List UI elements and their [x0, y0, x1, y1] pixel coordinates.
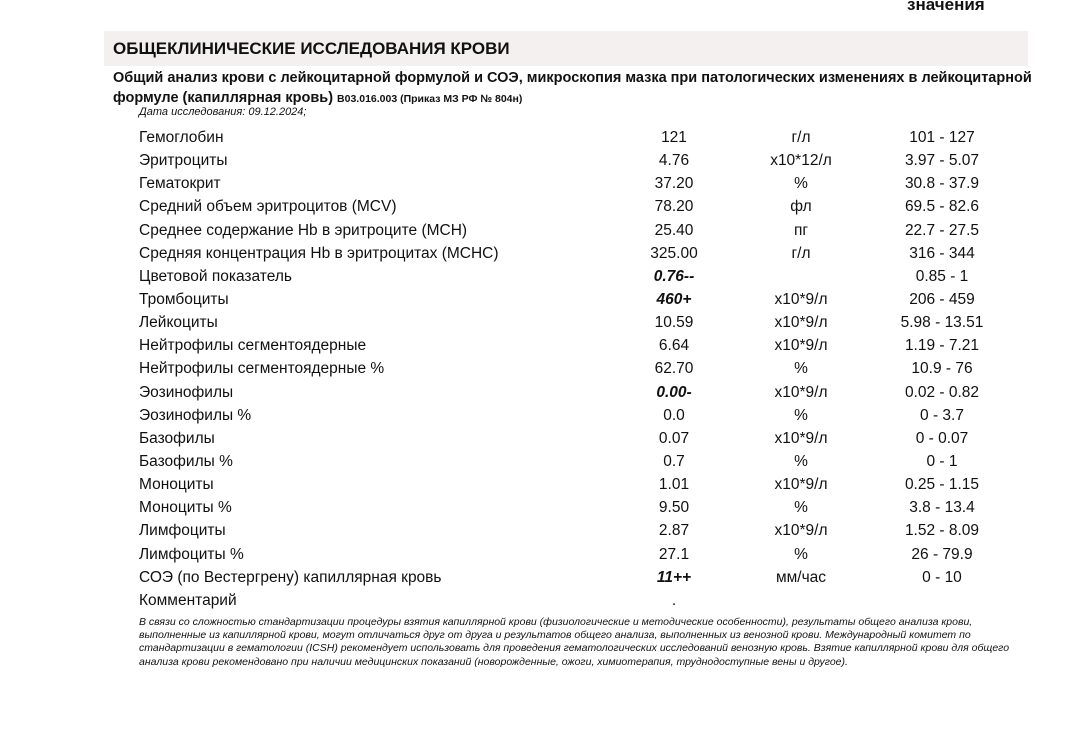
- row-reference-range: 0 - 3.7: [920, 406, 964, 424]
- table-row: [139, 334, 1019, 357]
- row-unit: фл: [790, 198, 812, 216]
- row-unit: x10*9/л: [774, 290, 828, 308]
- table-row: [139, 589, 1019, 612]
- row-name: Моноциты: [139, 476, 214, 494]
- row-value: 6.64: [658, 337, 690, 355]
- table-row: [139, 427, 1019, 450]
- row-name: Цветовой показатель: [139, 267, 292, 285]
- row-unit: x10*9/л: [774, 522, 828, 540]
- row-value: 27.1: [658, 545, 690, 563]
- row-reference-range: 0.02 - 0.82: [904, 383, 980, 401]
- row-unit: %: [794, 452, 808, 470]
- row-reference-range: 26 - 79.9: [911, 545, 973, 563]
- row-reference-range: 3.97 - 5.07: [904, 152, 980, 170]
- row-unit: %: [794, 175, 808, 193]
- row-reference-range: 1.52 - 8.09: [904, 522, 980, 540]
- row-reference-range: 0.85 - 1: [915, 267, 969, 285]
- row-unit: г/л: [791, 244, 811, 262]
- row-unit: %: [794, 406, 808, 424]
- row-reference-range: 30.8 - 37.9: [904, 175, 980, 193]
- row-value: 37.20: [654, 175, 694, 193]
- row-name: Эозинофилы: [139, 383, 234, 401]
- row-value: 0.0: [663, 406, 685, 424]
- test-title: [113, 68, 1033, 109]
- study-date: Дата исследования: 09.12.2024;: [139, 106, 307, 118]
- row-reference-range: 0.25 - 1.15: [904, 476, 980, 494]
- row-reference-range: 69.5 - 82.6: [904, 198, 980, 216]
- row-unit: x10*12/л: [770, 152, 832, 170]
- row-reference-range: 0 - 0.07: [915, 429, 969, 447]
- row-reference-range: 10.9 - 76: [911, 360, 973, 378]
- table-row: [139, 381, 1019, 404]
- table-row: [139, 149, 1019, 172]
- row-name: Средний объем эритроцитов (MCV): [139, 198, 397, 216]
- table-row: [139, 311, 1019, 334]
- row-value: 25.40: [654, 221, 694, 239]
- row-name: Нейтрофилы сегментоядерные: [139, 337, 367, 355]
- row-value: 11++: [656, 568, 692, 586]
- row-value: 10.59: [654, 314, 694, 332]
- test-code: B03.016.003 (Приказ МЗ РФ № 804н): [337, 93, 523, 105]
- row-name: Гемоглобин: [139, 129, 224, 146]
- row-name: Гематокрит: [139, 175, 221, 193]
- row-reference-range: 0 - 10: [922, 568, 962, 586]
- results-table: [139, 126, 1019, 612]
- row-value: 4.76: [658, 152, 690, 170]
- row-name: Базофилы: [139, 429, 215, 447]
- row-value: 460+: [656, 290, 692, 308]
- section-title: ОБЩЕКЛИНИЧЕСКИЕ ИССЛЕДОВАНИЯ КРОВИ: [113, 39, 510, 58]
- table-row: [139, 519, 1019, 542]
- row-name: Среднее содержание Hb в эритроците (MCH): [139, 221, 468, 239]
- row-reference-range: 1.19 - 7.21: [904, 337, 980, 355]
- row-name: Нейтрофилы сегментоядерные %: [139, 360, 385, 378]
- row-unit: x10*9/л: [774, 383, 828, 401]
- row-unit: x10*9/л: [774, 314, 828, 332]
- table-row: [139, 265, 1019, 288]
- row-value: 0.00-: [656, 383, 692, 401]
- row-value: 325.00: [650, 244, 698, 262]
- table-row: [139, 566, 1019, 589]
- row-name: Эозинофилы %: [139, 406, 252, 424]
- row-name: Лейкоциты: [139, 314, 218, 332]
- row-name: Средняя концентрация Hb в эритроцитах (MCHC): [139, 244, 499, 262]
- row-value: 0.7: [663, 452, 685, 470]
- row-reference-range: 3.8 - 13.4: [909, 499, 975, 517]
- row-unit: %: [794, 499, 808, 517]
- table-row: [139, 357, 1019, 380]
- row-unit: x10*9/л: [774, 476, 828, 494]
- row-value: 9.50: [658, 499, 690, 517]
- row-reference-range: 101 - 127: [909, 129, 975, 146]
- footnote: В связи со сложностью стандартизации процедуры взятия капиллярной крови (физиологические и методические особенности), результаты общего анализа крови, выполненные из капиллярной крови, могут отличаться друг от друга и результатов общего анализа, выполненных из венозной крови. Международный комитет по стандартизации в гематологии (ICSH) рекомендует использовать для проведения гематологических исследований венозную кровь. Взятие капиллярной крови для общего анализа крови рекомендовано при наличии медицинских показаний (новорожденные, ожоги, химиотерапия, труднодоступные вены и другое).: [139, 616, 1010, 668]
- table-row: [139, 126, 1019, 149]
- test-title-text: Общий анализ крови с лейкоцитарной формулой и СОЭ, микроскопия мазка при патологических изменениях в лейкоцитарной формуле (капиллярная кровь): [113, 70, 1032, 106]
- row-reference-range: 5.98 - 13.51: [900, 314, 984, 332]
- table-row: [139, 288, 1019, 311]
- row-value: 0.07: [658, 429, 690, 447]
- row-name: Моноциты %: [139, 499, 232, 517]
- row-value: .: [671, 591, 677, 609]
- table-row: [139, 242, 1019, 265]
- row-name: Тромбоциты: [139, 290, 229, 308]
- section-header: [104, 31, 1028, 66]
- row-value: 78.20: [654, 198, 694, 216]
- row-name: СОЭ (по Вестергрену) капиллярная кровь: [139, 568, 442, 586]
- row-value: 62.70: [654, 360, 694, 378]
- row-unit: г/л: [791, 129, 811, 146]
- table-row: [139, 195, 1019, 218]
- row-unit: x10*9/л: [774, 337, 828, 355]
- table-row: [139, 219, 1019, 242]
- table-row: [139, 543, 1019, 566]
- reference-column-header: значения: [907, 0, 985, 14]
- row-name: Эритроциты: [139, 152, 228, 170]
- row-reference-range: 22.7 - 27.5: [904, 221, 980, 239]
- row-value: 2.87: [658, 522, 690, 540]
- row-unit: %: [794, 360, 808, 378]
- row-unit: пг: [793, 221, 809, 239]
- row-value: 0.76--: [653, 267, 695, 285]
- row-value: 1.01: [658, 476, 690, 494]
- row-reference-range: 0 - 1: [926, 452, 958, 470]
- table-row: [139, 473, 1019, 496]
- table-row: [139, 450, 1019, 473]
- row-reference-range: 206 - 459: [909, 290, 975, 308]
- row-name: Лимфоциты: [139, 522, 226, 540]
- row-unit: мм/час: [775, 568, 827, 586]
- row-unit: %: [794, 545, 808, 563]
- row-name: Базофилы %: [139, 452, 233, 470]
- row-value: 121: [661, 129, 687, 146]
- table-row: [139, 496, 1019, 519]
- row-unit: x10*9/л: [774, 429, 828, 447]
- table-row: [139, 172, 1019, 195]
- row-name: Лимфоциты %: [139, 545, 244, 563]
- row-name: Комментарий: [139, 591, 237, 609]
- row-reference-range: 316 - 344: [909, 244, 975, 262]
- table-row: [139, 404, 1019, 427]
